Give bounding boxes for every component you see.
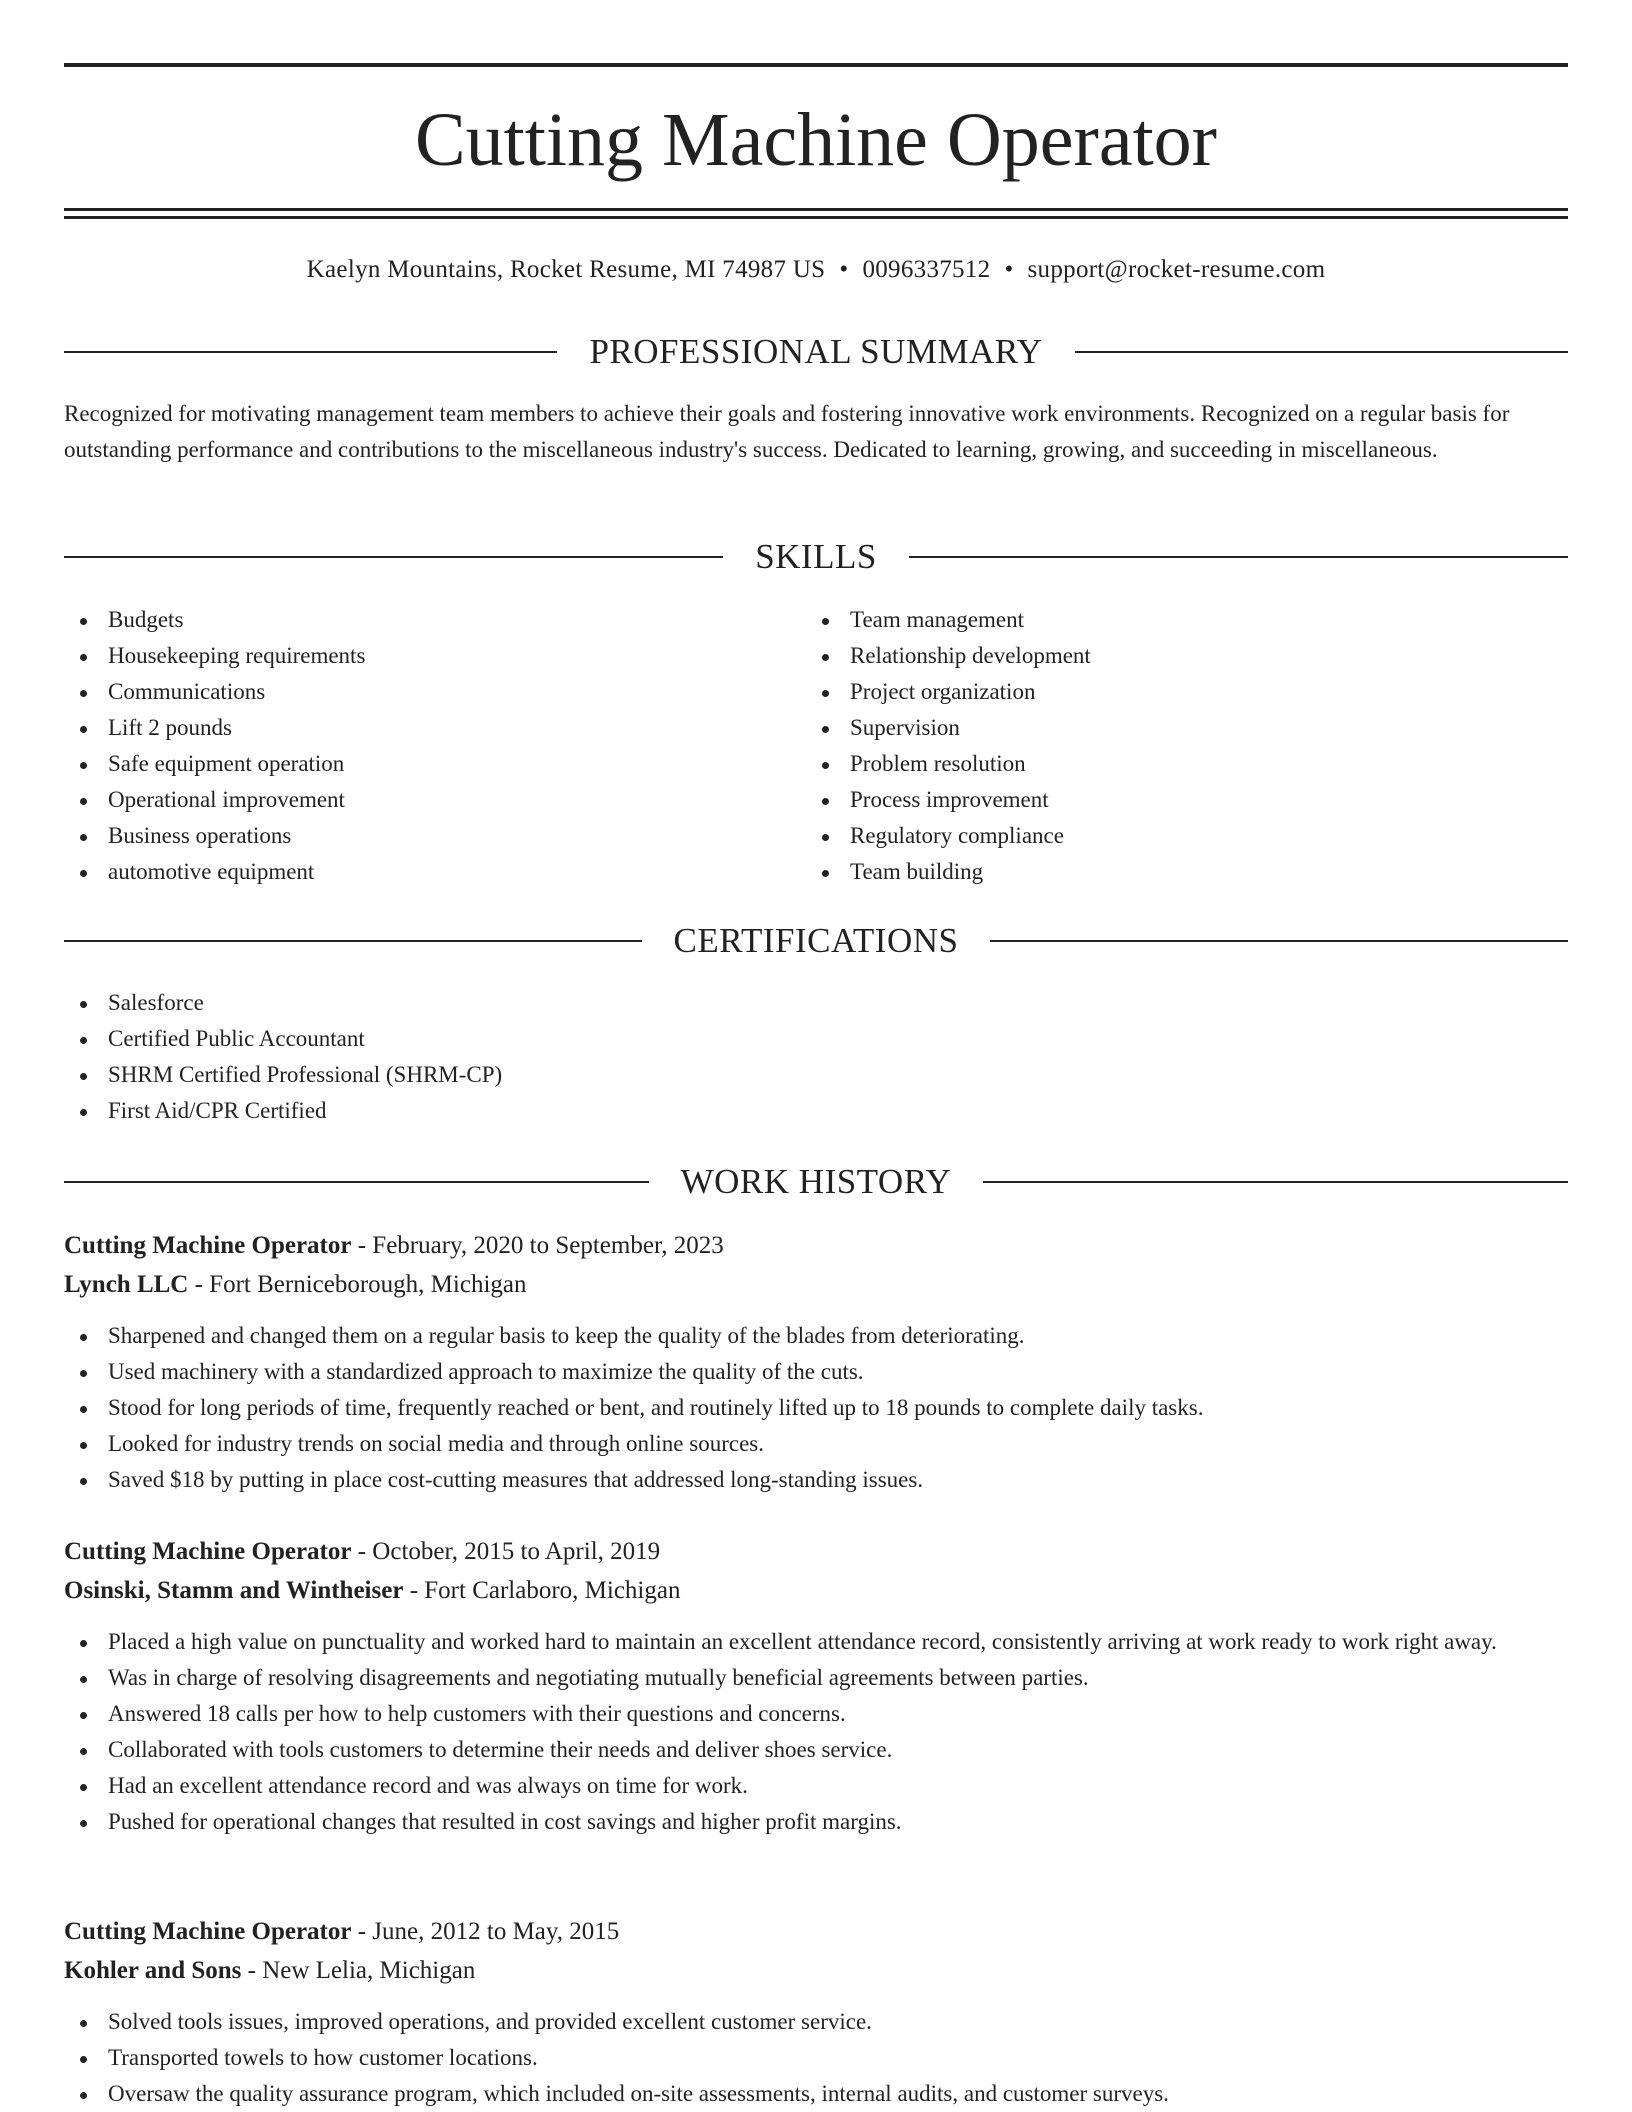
skill-item: Lift 2 pounds	[64, 710, 764, 746]
certification-item: First Aid/CPR Certified	[64, 1093, 1568, 1129]
skill-item: Process improvement	[806, 782, 1506, 818]
section-rule-left	[64, 351, 557, 353]
job-duty-item: Used machinery with a standardized approach to maximize the quality of the cuts.	[64, 1354, 1568, 1390]
section-rule-right	[909, 556, 1568, 558]
skill-item: Supervision	[806, 710, 1506, 746]
skill-item: Communications	[64, 674, 764, 710]
job-duty-item: Answered 18 calls per how to help customers with their questions and concerns.	[64, 1696, 1568, 1732]
job-dates: - October, 2015 to April, 2019	[351, 1538, 661, 1565]
job-duty-item: Looked for industry trends on social media and through online sources.	[64, 1426, 1568, 1462]
section-rule-left	[64, 1181, 649, 1183]
job-entry	[64, 1912, 1568, 2112]
skill-item: Relationship development	[806, 638, 1506, 674]
header-double-rule-lower	[64, 216, 1568, 219]
job-location: - Fort Carlaboro, Michigan	[403, 1577, 681, 1604]
job-company-line	[64, 1951, 1568, 1990]
skill-item: Team building	[806, 854, 1506, 890]
job-duty-item: Was in charge of resolving disagreements and negotiating mutually beneficial agreements between parties.	[64, 1660, 1568, 1696]
section-rule-left	[64, 940, 642, 942]
skills-list-left	[64, 602, 764, 890]
skill-item: Regulatory compliance	[806, 818, 1506, 854]
contact-email: support@rocket-resume.com	[1027, 256, 1326, 283]
section-header-skills	[64, 535, 1568, 579]
skill-item: Business operations	[64, 818, 764, 854]
header-double-rule-upper	[64, 208, 1568, 211]
job-entry	[64, 1532, 1568, 1840]
job-duty-item: Had an excellent attendance record and was always on time for work.	[64, 1768, 1568, 1804]
section-title-certifications: CERTIFICATIONS	[673, 921, 959, 960]
job-title: Cutting Machine Operator	[64, 1538, 352, 1565]
skill-item: Budgets	[64, 602, 764, 638]
skill-item: Operational improvement	[64, 782, 764, 818]
skill-item: Team management	[806, 602, 1506, 638]
section-title-summary: PROFESSIONAL SUMMARY	[589, 332, 1043, 371]
job-company: Kohler and Sons	[64, 1957, 242, 1984]
job-dates: - June, 2012 to May, 2015	[351, 1918, 620, 1945]
job-location: - Fort Berniceborough, Michigan	[188, 1271, 527, 1298]
job-title: Cutting Machine Operator	[64, 1918, 352, 1945]
job-title: Cutting Machine Operator	[64, 1232, 352, 1259]
certification-item: SHRM Certified Professional (SHRM-CP)	[64, 1057, 1568, 1093]
job-company-line	[64, 1571, 1568, 1610]
job-duty-item: Saved $18 by putting in place cost-cutting measures that addressed long-standing issues.	[64, 1462, 1568, 1498]
job-duties-list	[64, 1318, 1568, 1498]
contact-separator: •	[839, 256, 849, 283]
contact-line	[64, 253, 1568, 287]
job-duty-item: Sharpened and changed them on a regular basis to keep the quality of the blades from deteriorating.	[64, 1318, 1568, 1354]
job-title-line	[64, 1226, 1568, 1265]
section-rule-right	[983, 1181, 1568, 1183]
contact-address: Kaelyn Mountains, Rocket Resume, MI 74987 US	[306, 256, 826, 283]
job-location: - New Lelia, Michigan	[241, 1957, 476, 1984]
job-duty-item: Collaborated with tools customers to determine their needs and deliver shoes service.	[64, 1732, 1568, 1768]
section-header-work-history	[64, 1160, 1568, 1204]
job-duty-item: Oversaw the quality assurance program, which included on-site assessments, internal audits, and customer surveys.	[64, 2076, 1568, 2112]
job-company: Lynch LLC	[64, 1271, 189, 1298]
job-company-line	[64, 1265, 1568, 1304]
job-title-line	[64, 1912, 1568, 1951]
section-title-skills: SKILLS	[755, 537, 877, 576]
skill-item: automotive equipment	[64, 854, 764, 890]
section-header-summary	[64, 330, 1568, 374]
header-top-rule	[64, 63, 1568, 67]
certifications-list	[64, 985, 1568, 1129]
section-rule-right	[1075, 351, 1568, 353]
skill-item: Housekeeping requirements	[64, 638, 764, 674]
contact-separator: •	[1004, 256, 1014, 283]
job-duty-item: Solved tools issues, improved operations, and provided excellent customer service.	[64, 2004, 1568, 2040]
skill-item: Problem resolution	[806, 746, 1506, 782]
skills-column-right	[806, 602, 1506, 890]
section-title-work-history: WORK HISTORY	[680, 1162, 952, 1201]
job-duty-item: Stood for long periods of time, frequently reached or bent, and routinely lifted up to 18 pounds to complete daily tasks.	[64, 1390, 1568, 1426]
skills-list-right	[806, 602, 1506, 890]
job-duties-list	[64, 2004, 1568, 2112]
resume-title: Cutting Machine Operator	[414, 98, 1217, 182]
skill-item: Project organization	[806, 674, 1506, 710]
certification-item: Certified Public Accountant	[64, 1021, 1568, 1057]
skills-column-left	[64, 602, 764, 890]
summary-text: Recognized for motivating management team members to achieve their goals and fostering innovative work environments. Recognized on a regular basis for outstanding performance and contributions to the miscellaneous industry's success. Dedicated to learning, growing, and succeeding in miscellaneous.	[64, 401, 1510, 462]
certifications-block	[64, 985, 1568, 1129]
job-dates: - February, 2020 to September, 2023	[351, 1232, 724, 1259]
section-rule-left	[64, 556, 723, 558]
job-duty-item: Placed a high value on punctuality and worked hard to maintain an excellent attendance record, consistently arriving at work ready to work right away.	[64, 1624, 1568, 1660]
contact-phone: 0096337512	[862, 256, 991, 283]
certification-item: Salesforce	[64, 985, 1568, 1021]
job-company: Osinski, Stamm and Wintheiser	[64, 1577, 404, 1604]
job-duties-list	[64, 1624, 1568, 1840]
section-rule-right	[990, 940, 1568, 942]
job-title-line	[64, 1532, 1568, 1571]
job-duty-item: Pushed for operational changes that resulted in cost savings and higher profit margins.	[64, 1804, 1568, 1840]
job-entry	[64, 1226, 1568, 1498]
section-header-certifications	[64, 919, 1568, 963]
job-duty-item: Transported towels to how customer locations.	[64, 2040, 1568, 2076]
skill-item: Safe equipment operation	[64, 746, 764, 782]
